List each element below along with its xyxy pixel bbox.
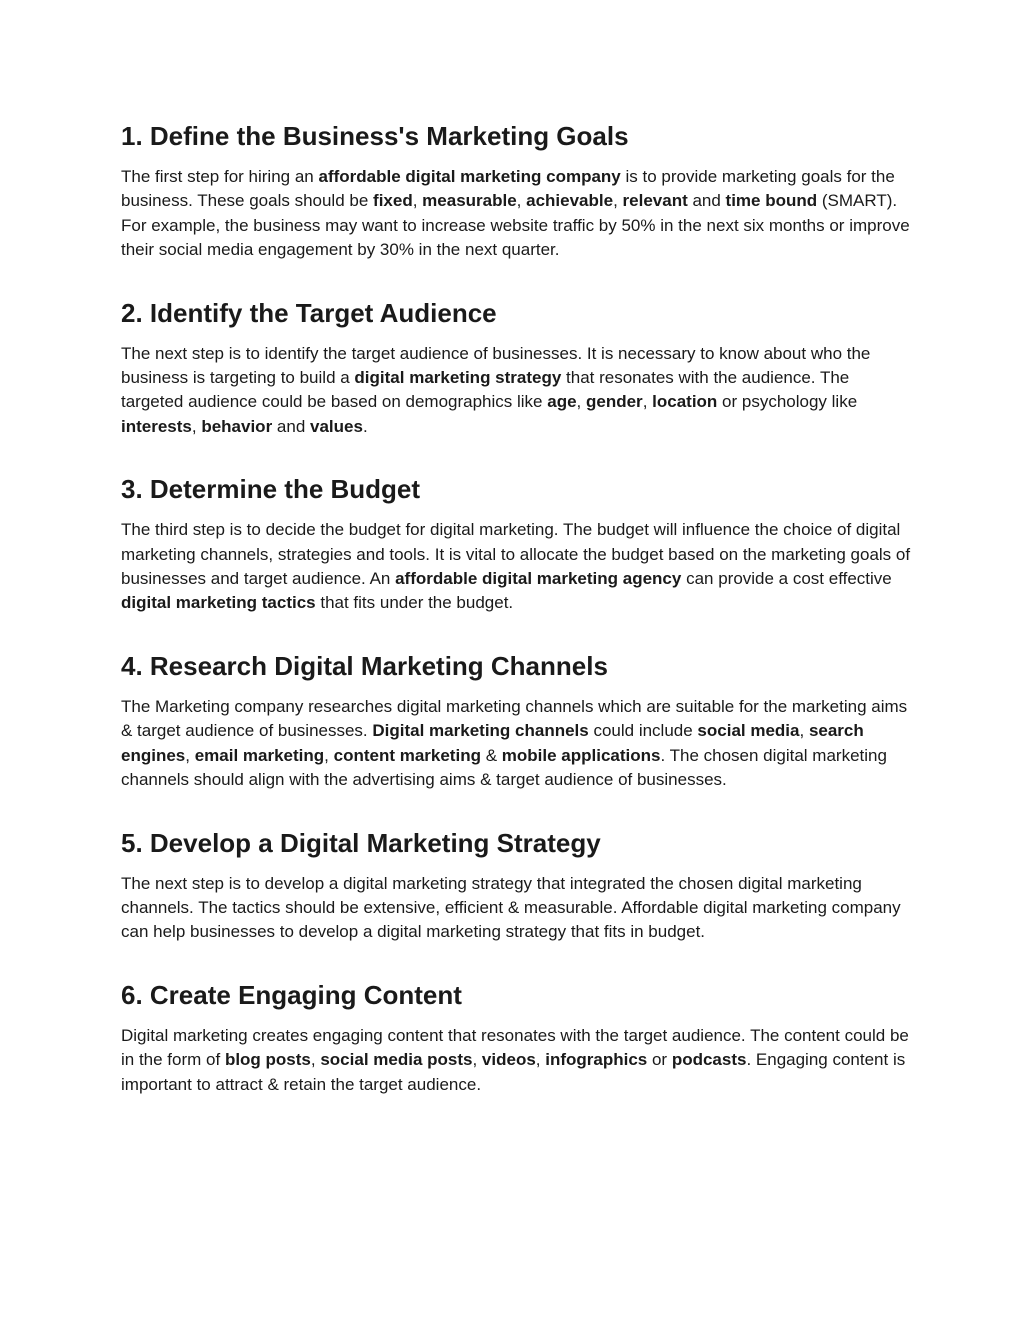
text-run: , — [576, 392, 586, 412]
section-heading: 2. Identify the Target Audience — [121, 297, 497, 328]
section-marketing-channels — [121, 647, 911, 793]
text-run: , — [516, 191, 527, 211]
bold-term: digital marketing strategy — [354, 368, 562, 388]
bold-term: podcasts — [671, 1050, 747, 1070]
text-run: or — [647, 1050, 672, 1070]
bold-term: social media — [697, 721, 800, 741]
text-run: could include — [588, 721, 698, 741]
text-run: The next step is to develop a digital marketing strategy that integrated the chosen digital marketing channels. The tactics should be extensive, efficient & measurable. Affordable digital marketing company can help businesses to develop a digital marketing strategy that fits in budget. — [121, 873, 901, 942]
bold-term: social media posts — [320, 1050, 473, 1070]
bold-term: relevant — [622, 191, 688, 211]
bold-term: videos — [481, 1050, 536, 1070]
bold-term: digital marketing tactics — [121, 593, 316, 613]
bold-term: fixed — [373, 191, 413, 211]
text-run: . The chosen digital marketing channels should align with the advertising aims & target audience of businesses. — [121, 745, 887, 790]
text-run: and — [687, 191, 726, 211]
text-run: . Engaging content is important to attract & retain the target audience. — [121, 1050, 906, 1094]
text-run: The first step for hiring an — [121, 167, 319, 186]
text-run: that fits under the budget. — [315, 593, 514, 613]
bold-term: behavior — [201, 416, 273, 436]
text-run: & — [480, 745, 502, 765]
bold-term: email marketing — [194, 745, 325, 765]
section-budget — [121, 470, 911, 616]
section-heading: 5. Develop a Digital Marketing Strategy — [121, 827, 601, 858]
section-paragraph — [121, 165, 911, 263]
bold-term: mobile applications — [501, 745, 661, 765]
text-run: The third step is to decide the budget for digital marketing. The budget will influence the choice of digital marketing channels, strategies and tools. It is vital to allocate the budget based on the marketing goals of businesses and target audience. An — [121, 520, 911, 589]
section-heading: 6. Create Engaging Content — [121, 979, 462, 1010]
bold-term: time bound — [725, 191, 818, 211]
section-target-audience — [121, 294, 911, 440]
text-run: , — [799, 721, 809, 741]
bold-term: values — [310, 416, 363, 436]
bold-term: measurable — [422, 191, 517, 211]
bold-term: infographics — [545, 1050, 648, 1070]
text-run: , — [185, 745, 195, 765]
section-heading: 4. Research Digital Marketing Channels — [121, 650, 608, 681]
section-paragraph — [121, 872, 911, 945]
text-run: , — [191, 416, 202, 436]
text-run: , — [642, 392, 653, 412]
bold-term: achievable — [526, 191, 614, 211]
text-run: , — [412, 191, 423, 211]
section-paragraph — [121, 342, 911, 440]
text-run: The next step is to identify the target audience of businesses. It is necessary to know about who the business is targeting to build a — [121, 343, 871, 388]
text-run: can provide a cost effective — [681, 569, 892, 589]
text-run: The Marketing company researches digital marketing channels which are suitable for the marketing aims & target audience of businesses. — [121, 696, 908, 741]
text-run: , — [472, 1050, 482, 1070]
section-marketing-strategy — [121, 824, 911, 945]
bold-term: age — [547, 392, 577, 412]
text-run: , — [324, 745, 334, 765]
text-run: is to provide marketing goals for the business. These goals should be — [121, 167, 895, 211]
text-run: , — [535, 1050, 546, 1070]
text-run: . — [362, 416, 368, 436]
bold-term: gender — [586, 392, 643, 412]
section-paragraph — [121, 518, 911, 616]
bold-term: Digital marketing channels — [372, 721, 589, 741]
bold-term: location — [652, 392, 718, 412]
bold-term: blog posts — [224, 1050, 311, 1070]
bold-term: affordable digital marketing company — [318, 167, 621, 186]
section-engaging-content — [121, 976, 911, 1097]
bold-term: affordable digital marketing agency — [395, 569, 682, 589]
section-paragraph — [121, 1024, 911, 1097]
text-run: , — [310, 1050, 321, 1070]
section-marketing-goals — [121, 117, 911, 263]
section-heading: 3. Determine the Budget — [121, 474, 421, 505]
text-run: that resonates with the audience. The targeted audience could be based on demographics like — [121, 368, 850, 412]
bold-term: search engines — [121, 721, 864, 765]
section-paragraph — [121, 695, 911, 793]
section-heading: 1. Define the Business's Marketing Goals — [121, 121, 629, 151]
text-run: (SMART). For example, the business may want to increase website traffic by 50% in the next six months or improve their social media engagement by 30% in the next quarter. — [121, 191, 910, 260]
bold-term: content marketing — [333, 745, 481, 765]
document-page — [121, 117, 911, 1097]
text-run: , — [613, 191, 623, 211]
bold-term: interests — [121, 416, 192, 436]
text-run: or psychology like — [717, 392, 858, 412]
text-run: Digital marketing creates engaging content that resonates with the target audience. The content could be in the form of — [121, 1025, 909, 1070]
text-run: and — [272, 416, 310, 436]
